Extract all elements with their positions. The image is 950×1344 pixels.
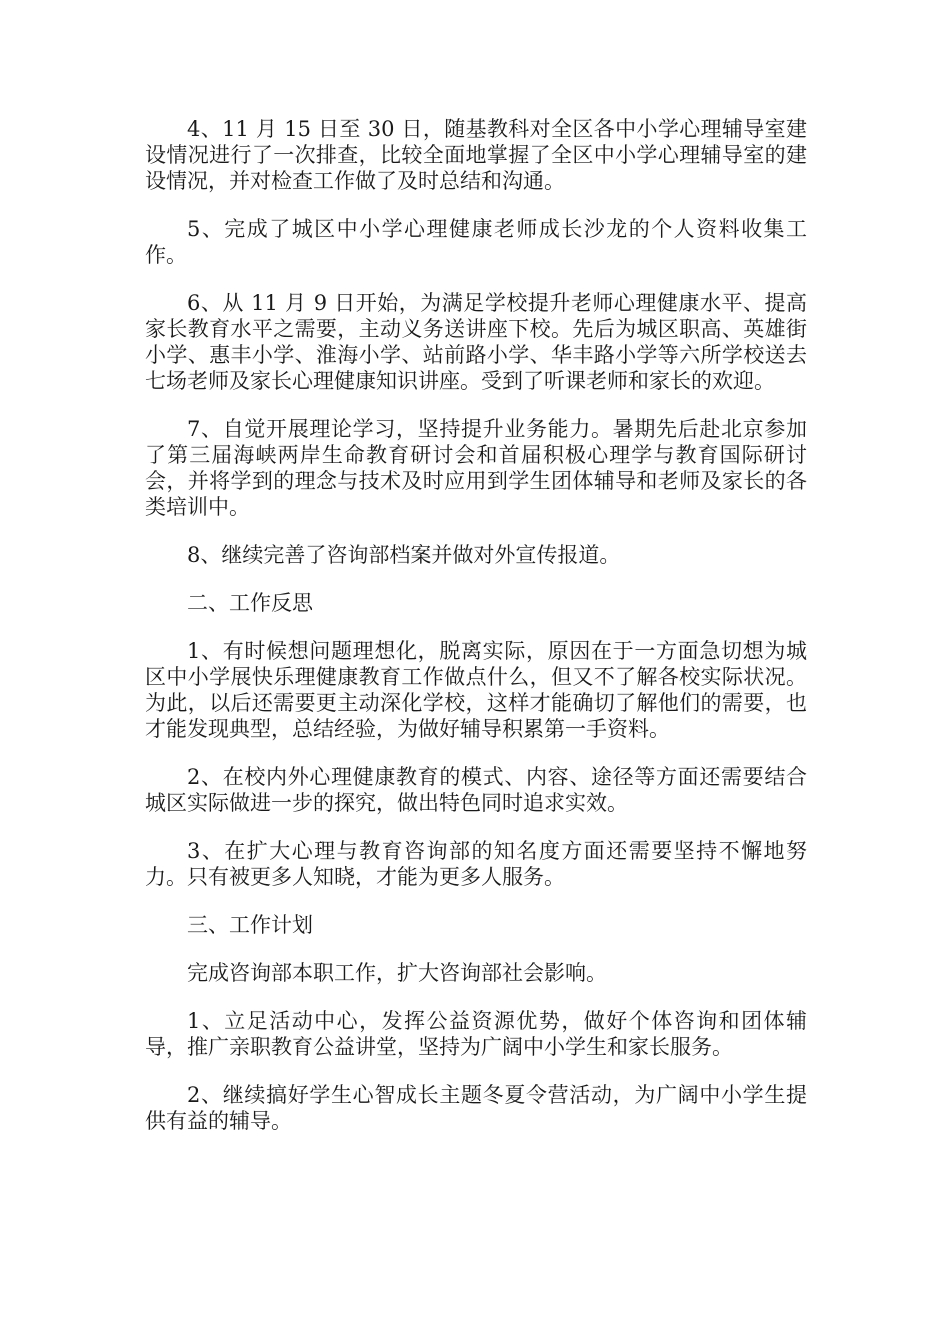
plan-item-2: 2、继续搞好学生心智成长主题冬夏令营活动，为广阔中小学生提供有益的辅导。 bbox=[145, 1083, 807, 1133]
reflection-item-1: 1、有时候想问题理想化，脱离实际，原因在于一方面急切想为城区中小学展快乐理健康教育工作做点什么，但又不了解各校实际状况。为此，以后还需要更主动深化学校，这样才能确切了解他们的需要，也才能发现典型，总结经验，为做好辅导积累第一手资料。 bbox=[145, 639, 807, 741]
plan-intro: 完成咨询部本职工作，扩大咨询部社会影响。 bbox=[187, 961, 607, 985]
plan-item-1: 1、立足活动中心，发挥公益资源优势，做好个体咨询和团体辅导，推广亲职教育公益讲堂，坚持为广阔中小学生和家长服务。 bbox=[145, 1009, 807, 1059]
paragraph-item-7: 7、自觉开展理论学习，坚持提升业务能力。暑期先后赴北京参加了第三届海峡两岸生命教育研讨会和首届积极心理学与教育国际研讨会，并将学到的理念与技术及时应用到学生团体辅导和老师及家长的各类培训中。 bbox=[145, 417, 807, 519]
section-heading-reflection: 二、工作反思 bbox=[187, 591, 313, 615]
reflection-item-2: 2、在校内外心理健康教育的模式、内容、途径等方面还需要结合城区实际做进一步的探究，做出特色同时追求实效。 bbox=[145, 765, 807, 815]
paragraph-item-8: 8、继续完善了咨询部档案并做对外宣传报道。 bbox=[187, 543, 621, 567]
paragraph-item-6: 6、从 11 月 9 日开始，为满足学校提升老师心理健康水平、提高家长教育水平之需要，主动义务送讲座下校。先后为城区职高、英雄街小学、惠丰小学、淮海小学、站前路小学、华丰路小学等六所学校送去七场老师及家长心理健康知识讲座。受到了听课老师和家长的欢迎。 bbox=[145, 291, 807, 393]
paragraph-item-5: 5、完成了城区中小学心理健康老师成长沙龙的个人资料收集工作。 bbox=[145, 217, 807, 267]
section-heading-plan: 三、工作计划 bbox=[187, 913, 313, 937]
document-body bbox=[145, 116, 807, 1156]
paragraph-item-4: 4、11 月 15 日至 30 日，随基教科对全区各中小学心理辅导室建设情况进行了一次排查，比较全面地掌握了全区中小学心理辅导室的建设情况，并对检查工作做了及时总结和沟通。 bbox=[145, 117, 807, 193]
reflection-item-3: 3、在扩大心理与教育咨询部的知名度方面还需要坚持不懈地努力。只有被更多人知晓，才能为更多人服务。 bbox=[145, 839, 807, 889]
